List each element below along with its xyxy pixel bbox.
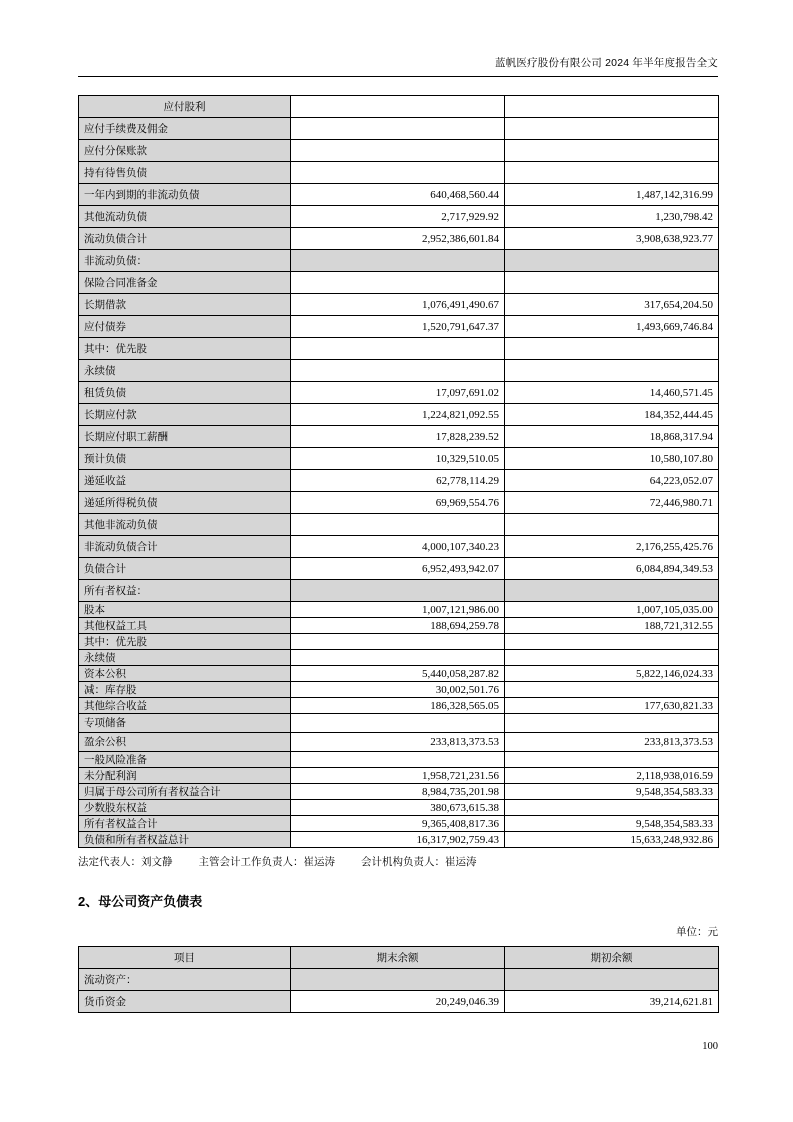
row-label: 永续债	[79, 360, 291, 382]
table-row	[79, 650, 719, 666]
row-current-balance: 380,673,615.38	[291, 800, 505, 816]
row-prior-balance: 18,868,317.94	[505, 426, 719, 448]
row-label: 非流动负债：	[79, 250, 291, 272]
row-current-balance: 640,468,560.44	[291, 184, 505, 206]
table-row	[79, 250, 719, 272]
row-current-balance: 30,002,501.76	[291, 682, 505, 698]
row-prior-balance: 72,446,980.71	[505, 492, 719, 514]
row-label: 股本	[79, 602, 291, 618]
table-row	[79, 272, 719, 294]
table-row	[79, 206, 719, 228]
table-row	[79, 492, 719, 514]
row-prior-balance: 184,352,444.45	[505, 404, 719, 426]
table-row	[79, 448, 719, 470]
column-header-item: 项目	[79, 947, 291, 969]
row-label: 非流动负债合计	[79, 536, 291, 558]
table-row	[79, 316, 719, 338]
row-prior-balance	[505, 752, 719, 768]
row-label: 其他流动负债	[79, 206, 291, 228]
row-current-balance	[291, 250, 505, 272]
table-row	[79, 140, 719, 162]
accounting-org-label: 会计机构负责人：	[361, 856, 445, 868]
row-prior-balance: 2,118,938,016.59	[505, 768, 719, 784]
row-current-balance: 6,952,493,942.07	[291, 558, 505, 580]
column-header-current: 期末余额	[291, 947, 505, 969]
accounting-org-name: 崔运涛	[445, 856, 477, 868]
row-prior-balance	[505, 338, 719, 360]
row-prior-balance: 1,487,142,316.99	[505, 184, 719, 206]
row-current-balance: 10,329,510.05	[291, 448, 505, 470]
row-label: 其他综合收益	[79, 698, 291, 714]
table-row	[79, 118, 719, 140]
row-current-balance: 233,813,373.53	[291, 733, 505, 752]
row-prior-balance	[505, 682, 719, 698]
row-label: 一年内到期的非流动负债	[79, 184, 291, 206]
row-label: 流动负债合计	[79, 228, 291, 250]
row-label: 永续债	[79, 650, 291, 666]
table-row	[79, 382, 719, 404]
table-row	[79, 714, 719, 733]
row-prior-balance: 2,176,255,425.76	[505, 536, 719, 558]
row-prior-balance	[505, 800, 719, 816]
table-row	[79, 816, 719, 832]
row-current-balance: 8,984,735,201.98	[291, 784, 505, 800]
accounting-head-label: 主管会计工作负责人：	[198, 856, 304, 868]
row-current-balance: 1,958,721,231.56	[291, 768, 505, 784]
table-row	[79, 768, 719, 784]
table-row	[79, 96, 719, 118]
row-current-balance: 2,952,386,601.84	[291, 228, 505, 250]
row-prior-balance	[505, 714, 719, 733]
table-row	[79, 470, 719, 492]
row-current-balance: 1,520,791,647.37	[291, 316, 505, 338]
section-heading-parent-balance-sheet: 2、母公司资产负债表	[78, 894, 203, 909]
row-prior-balance	[505, 140, 719, 162]
unit-note: 单位：元	[676, 926, 718, 938]
table-row	[79, 536, 719, 558]
row-label: 预计负债	[79, 448, 291, 470]
row-prior-balance	[505, 162, 719, 184]
table-row	[79, 618, 719, 634]
row-label: 资本公积	[79, 666, 291, 682]
row-label: 持有待售负债	[79, 162, 291, 184]
row-label: 长期应付职工薪酬	[79, 426, 291, 448]
table-row	[79, 338, 719, 360]
row-prior-balance: 14,460,571.45	[505, 382, 719, 404]
row-label: 归属于母公司所有者权益合计	[79, 784, 291, 800]
row-current-balance: 69,969,554.76	[291, 492, 505, 514]
row-prior-balance	[505, 514, 719, 536]
signature-line	[78, 855, 718, 869]
row-current-balance	[291, 272, 505, 294]
row-prior-balance: 317,654,204.50	[505, 294, 719, 316]
row-label: 所有者权益合计	[79, 816, 291, 832]
row-label: 保险合同准备金	[79, 272, 291, 294]
table-row	[79, 162, 719, 184]
table-row	[79, 682, 719, 698]
table-row	[79, 294, 719, 316]
accounting-head-name: 崔运涛	[303, 856, 335, 868]
row-prior-balance: 9,548,354,583.33	[505, 784, 719, 800]
row-label: 少数股东权益	[79, 800, 291, 816]
consolidated-balance-sheet-table	[78, 95, 719, 848]
row-prior-balance: 39,214,621.81	[505, 991, 719, 1013]
row-label: 应付债券	[79, 316, 291, 338]
table-row	[79, 698, 719, 714]
row-label: 长期借款	[79, 294, 291, 316]
table-row	[79, 733, 719, 752]
row-label: 递延所得税负债	[79, 492, 291, 514]
row-label: 其中：优先股	[79, 338, 291, 360]
table-row	[79, 991, 719, 1013]
table-row	[79, 800, 719, 816]
row-current-balance	[291, 969, 505, 991]
row-label: 其他非流动负债	[79, 514, 291, 536]
row-current-balance	[291, 140, 505, 162]
table-row	[79, 558, 719, 580]
row-prior-balance: 9,548,354,583.33	[505, 816, 719, 832]
row-label: 应付手续费及佣金	[79, 118, 291, 140]
row-prior-balance: 188,721,312.55	[505, 618, 719, 634]
row-prior-balance: 6,084,894,349.53	[505, 558, 719, 580]
row-prior-balance: 3,908,638,923.77	[505, 228, 719, 250]
row-current-balance: 186,328,565.05	[291, 698, 505, 714]
row-label: 未分配利润	[79, 768, 291, 784]
table-row	[79, 666, 719, 682]
row-label: 其中：优先股	[79, 634, 291, 650]
row-prior-balance	[505, 650, 719, 666]
table-row	[79, 404, 719, 426]
row-label: 减：库存股	[79, 682, 291, 698]
table-row	[79, 426, 719, 448]
row-label: 应付股利	[79, 96, 291, 118]
row-prior-balance: 1,493,669,746.84	[505, 316, 719, 338]
row-current-balance	[291, 580, 505, 602]
row-current-balance	[291, 96, 505, 118]
row-prior-balance	[505, 272, 719, 294]
table-row	[79, 228, 719, 250]
consolidated-table-body	[79, 96, 719, 848]
row-prior-balance: 5,822,146,024.33	[505, 666, 719, 682]
row-label: 递延收益	[79, 470, 291, 492]
row-current-balance	[291, 752, 505, 768]
row-label: 货币资金	[79, 991, 291, 1013]
row-current-balance	[291, 360, 505, 382]
page-number: 100	[702, 1041, 718, 1052]
row-current-balance	[291, 162, 505, 184]
row-prior-balance	[505, 634, 719, 650]
row-current-balance	[291, 338, 505, 360]
table-row	[79, 184, 719, 206]
row-current-balance: 17,097,691.02	[291, 382, 505, 404]
row-prior-balance	[505, 250, 719, 272]
row-prior-balance	[505, 360, 719, 382]
row-current-balance: 9,365,408,817.36	[291, 816, 505, 832]
row-label: 所有者权益：	[79, 580, 291, 602]
parent-table-body	[79, 969, 719, 1013]
row-prior-balance	[505, 96, 719, 118]
table-row	[79, 832, 719, 848]
row-label: 租赁负债	[79, 382, 291, 404]
table-row	[79, 969, 719, 991]
running-header: 蓝帆医疗股份有限公司 2024 年半年度报告全文	[495, 57, 718, 69]
table-row	[79, 360, 719, 382]
table-row	[79, 752, 719, 768]
row-label: 专项储备	[79, 714, 291, 733]
row-current-balance: 17,828,239.52	[291, 426, 505, 448]
row-prior-balance	[505, 580, 719, 602]
row-label: 应付分保账款	[79, 140, 291, 162]
row-prior-balance: 10,580,107.80	[505, 448, 719, 470]
row-current-balance	[291, 514, 505, 536]
row-label: 其他权益工具	[79, 618, 291, 634]
row-prior-balance: 177,630,821.33	[505, 698, 719, 714]
row-prior-balance: 64,223,052.07	[505, 470, 719, 492]
row-current-balance: 16,317,902,759.43	[291, 832, 505, 848]
row-current-balance: 62,778,114.29	[291, 470, 505, 492]
row-current-balance: 20,249,046.39	[291, 991, 505, 1013]
row-current-balance	[291, 118, 505, 140]
parent-table-header-row	[79, 947, 719, 969]
table-row	[79, 784, 719, 800]
row-prior-balance	[505, 969, 719, 991]
row-current-balance: 4,000,107,340.23	[291, 536, 505, 558]
row-current-balance: 188,694,259.78	[291, 618, 505, 634]
row-prior-balance: 1,007,105,035.00	[505, 602, 719, 618]
table-row	[79, 634, 719, 650]
table-row	[79, 580, 719, 602]
header-rule	[78, 76, 718, 77]
parent-balance-sheet-table	[78, 946, 719, 1013]
row-prior-balance: 1,230,798.42	[505, 206, 719, 228]
table-row	[79, 602, 719, 618]
row-current-balance: 5,440,058,287.82	[291, 666, 505, 682]
table-row	[79, 514, 719, 536]
row-label: 长期应付款	[79, 404, 291, 426]
row-current-balance: 1,076,491,490.67	[291, 294, 505, 316]
row-label: 负债和所有者权益总计	[79, 832, 291, 848]
row-label: 一般风险准备	[79, 752, 291, 768]
row-prior-balance	[505, 118, 719, 140]
legal-rep-name: 刘文静	[141, 856, 173, 868]
row-current-balance: 1,007,121,986.00	[291, 602, 505, 618]
row-label: 盈余公积	[79, 733, 291, 752]
row-label: 流动资产：	[79, 969, 291, 991]
column-header-prior: 期初余额	[505, 947, 719, 969]
legal-rep-label: 法定代表人：	[78, 856, 141, 868]
row-current-balance	[291, 714, 505, 733]
row-current-balance: 2,717,929.92	[291, 206, 505, 228]
row-current-balance: 1,224,821,092.55	[291, 404, 505, 426]
row-label: 负债合计	[79, 558, 291, 580]
row-prior-balance: 15,633,248,932.86	[505, 832, 719, 848]
row-current-balance	[291, 634, 505, 650]
row-prior-balance: 233,813,373.53	[505, 733, 719, 752]
row-current-balance	[291, 650, 505, 666]
